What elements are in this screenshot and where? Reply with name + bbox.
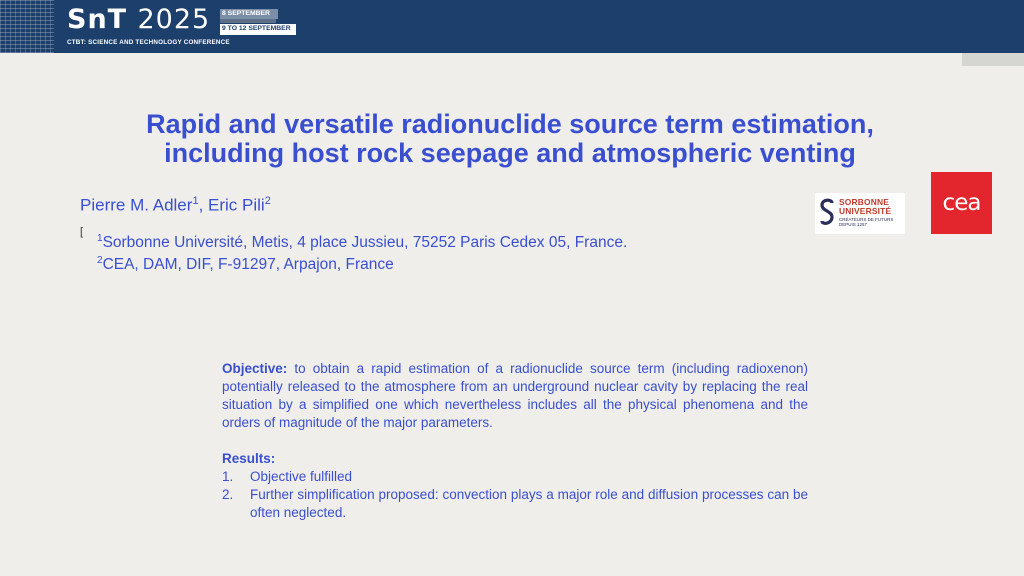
list-item-number: 1. [222,469,234,484]
results-heading: Results: [222,451,276,466]
author-1: Pierre M. Adler [80,195,193,215]
list-item [222,486,808,522]
date-line2-text: 9 TO 12 SEPTEMBER [222,25,291,32]
results-list [222,468,808,522]
cea-logo: cea [931,172,992,234]
brand-year: 2025 [137,4,211,35]
list-item-text: Objective fulfilled [250,469,353,484]
date-line1: 8 SEPTEMBER [220,9,278,19]
sorbonne-name [839,198,891,216]
affiliation-2-sup: 2 [97,255,103,266]
title-line2: including host rock seepage and atmospheric venting [164,138,856,168]
sorbonne-tag1: CRÉATEURS DE FUTURS [839,217,894,222]
objective-results-block [222,360,808,522]
title-line1: Rapid and versatile radionuclide source term estimation, [146,109,874,139]
slide-title [60,110,960,168]
sorbonne-line2: UNIVERSITÉ [839,206,892,216]
brand-main: SnT [67,4,128,35]
date-line1-subbar [220,19,276,23]
objective-label: Objective: [222,361,288,376]
header-bar [0,0,1024,53]
affiliation-1-text: Sorbonne Université, Metis, 4 place Jussieu, 75252 Paris Cedex 05, France. [102,234,628,252]
sorbonne-tag2: DEPUIS 1257 [839,222,868,227]
stray-bracket: [ [80,226,84,238]
affiliation-1 [97,233,627,252]
sorbonne-line1: SORBONNE [839,197,889,207]
author-2: Eric Pili [208,195,265,215]
date-line2 [220,24,296,35]
sorbonne-logo [815,193,905,234]
affiliation-2-text: CEA, DAM, DIF, F-91297, Arpajon, France [102,256,394,274]
author-1-sup: 1 [192,195,199,207]
objective-paragraph [222,360,808,432]
list-item [222,468,808,486]
author-sep: , [198,195,209,215]
sorbonne-tagline [839,217,893,227]
brand-subtitle: CTBT: SCIENCE AND TECHNOLOGY CONFERENCE [67,39,230,46]
header-pattern [0,0,54,53]
objective-text: to obtain a rapid estimation of a radionuclide source term (including radioxenon) potentially released to the atmosphere from an underground nuclear cavity by replacing the real situation by a simplified one which nevertheless includes all the physical phenomena and the orders of magnitude of the major parameters. [222,361,808,430]
affiliation-1-sup: 1 [97,233,103,244]
author-2-sup: 2 [264,195,271,207]
sorbonne-emblem-icon [819,197,835,229]
affiliation-2 [97,255,394,274]
authors-line [80,195,271,216]
conference-logo [67,5,210,35]
date-badge [220,9,297,35]
list-item-text: Further simplification proposed: convection plays a major role and diffusion processes can be often neglected. [250,487,808,520]
header-tab-accent [962,53,1024,66]
list-item-number: 2. [222,487,234,502]
